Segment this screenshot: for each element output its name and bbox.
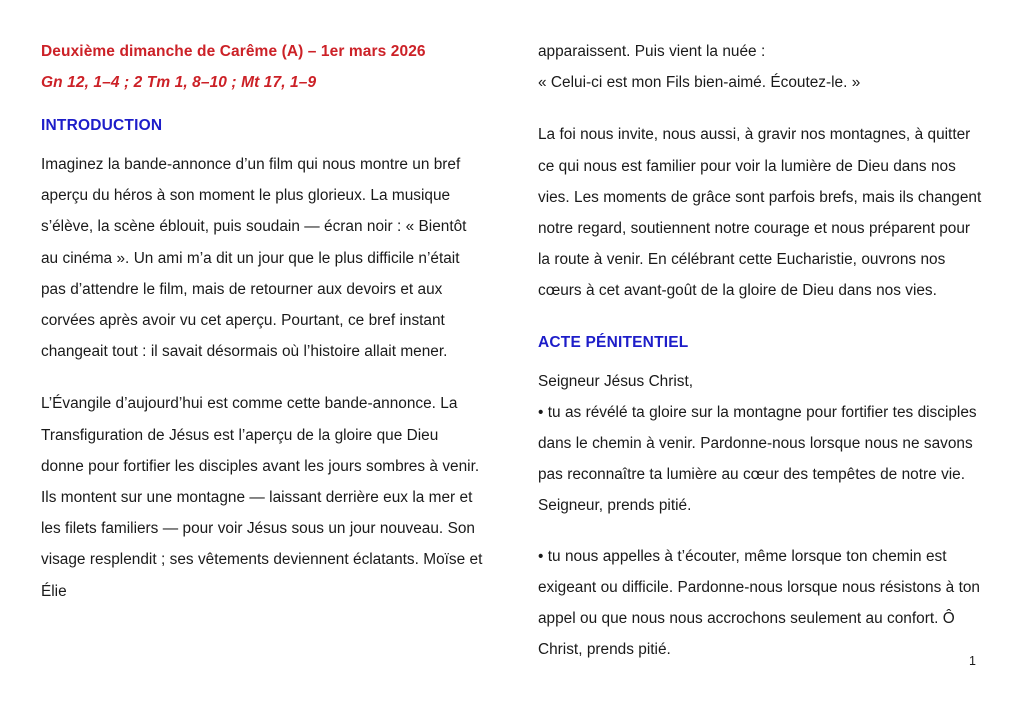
page-number: 1	[969, 653, 976, 668]
scripture-references: Gn 12, 1–4 ; 2 Tm 1, 8–10 ; Mt 17, 1–9	[41, 74, 317, 91]
left-column	[41, 36, 485, 607]
two-column-layout	[41, 36, 983, 665]
gospel-quote: « Celui-ci est mon Fils bien-aimé. Écoutez-le. »	[538, 74, 861, 92]
paragraph-continuation: apparaissent. Puis vient la nuée :	[538, 43, 766, 60]
heading-acte-penitentiel: ACTE PÉNITENTIEL	[538, 333, 689, 351]
paragraph-introduction-1: Imaginez la bande-annonce d’un film qui nous montre un bref aperçu du héros à son moment le plus glorieux. La musique s’élève, la scène éblouit, puis soudain — écran noir : « Bientôt au cinéma ». Un ami m’a dit un jour que le plus difficile n’était pas d’attendre le film, mais de retourner aux devoirs et aux corvées après avoir vu cet aperçu. Pourtant, ce bref instant changeait tout : il savait désormais où l’histoire allait mener.	[41, 156, 467, 361]
right-column	[538, 36, 982, 665]
paragraph-introduction-3: La foi nous invite, nous aussi, à gravir nos montagnes, à quitter ce qui nous est familier pour voir la lumière de Dieu dans nos vies. Les moments de grâce sont parfois brefs, mais ils changent notre regard, soutiennent notre courage et nous préparent pour la route à venir. En célébrant cette Eucharistie, ouvrons nos cœurs à cet avant-goût de la gloire de Dieu dans nos vies.	[538, 126, 982, 300]
page-title: Deuxième dimanche de Carême (A) – 1er mars 2026	[41, 43, 426, 60]
penitential-bullet-1: • tu as révélé ta gloire sur la montagne pour fortifier tes disciples dans le chemin à venir. Pardonne-nous lorsque nous ne savons pas reconnaître ta lumière au cœur des tempêtes de notre vie. Seigneur, prends pitié.	[538, 403, 977, 515]
penitential-bullet-2: • tu nous appelles à t’écouter, même lorsque ton chemin est exigeant ou difficile. Pardonne-nous lorsque nous résistons à ton appel ou que nous nous accrochons seulement au confort. Ô Christ, prends pitié.	[538, 547, 980, 659]
heading-introduction: INTRODUCTION	[41, 117, 163, 134]
invocation-opening: Seigneur Jésus Christ,	[538, 372, 694, 390]
paragraph-introduction-2: L’Évangile d’aujourd’hui est comme cette bande-annonce. La Transfiguration de Jésus est l’aperçu de la gloire que Dieu donne pour fortifier les disciples avant les jours sombres à venir. Ils montent sur une montagne — laissant derrière eux la mer et les filets familiers — pour voir Jésus sous un jour nouveau. Son visage resplendit ; ses vêtements deviennent éclatants. Moïse et Élie	[41, 395, 483, 600]
